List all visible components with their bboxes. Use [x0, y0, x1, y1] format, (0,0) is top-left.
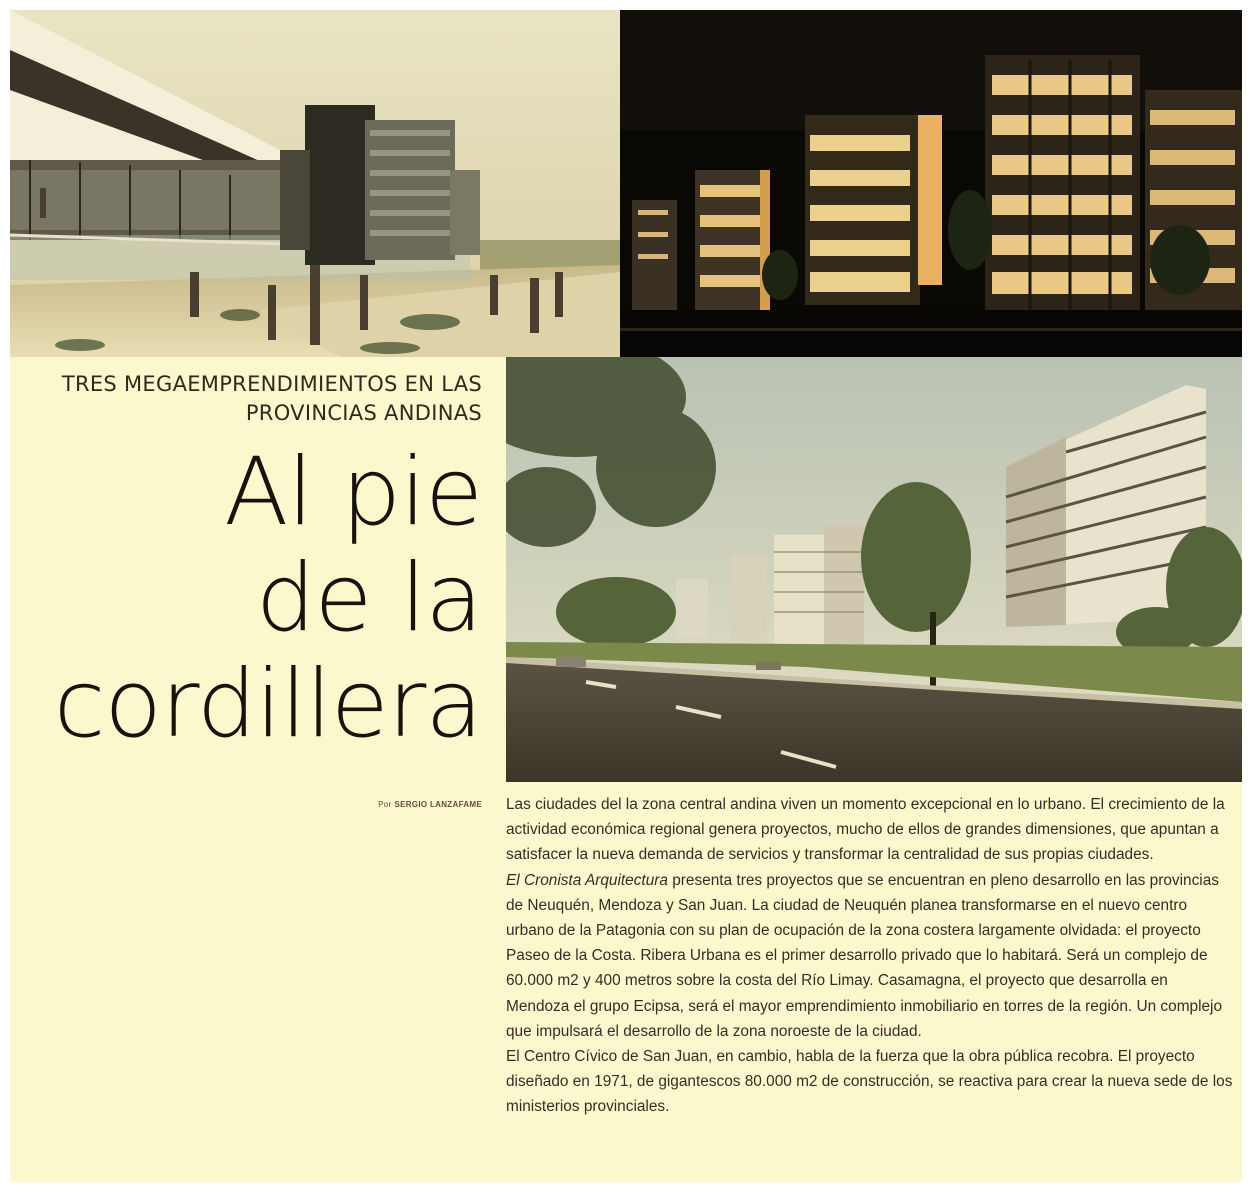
photo-civic-center-boulevard	[10, 10, 620, 357]
headline-line: Al pie	[224, 438, 482, 547]
newspaper-page	[10, 10, 1242, 1182]
photo-night-buildings	[620, 10, 1242, 357]
body-paragraph: El Centro Cívico de San Juan, en cambio, habla de la fuerza que la obra pública recobra. El proyecto diseñado en 1971, de gigantescos 80.000 m2 de construcción, se reactiva para crear la nueva sede de los ministerios provinciales.	[506, 1048, 1233, 1116]
article-kicker	[10, 370, 482, 428]
article-headline	[10, 440, 482, 758]
kicker-line: PROVINCIAS ANDINAS	[245, 401, 482, 425]
byline-author: SERGIO LANZAFAME	[394, 800, 482, 809]
body-paragraph	[506, 868, 1234, 1044]
body-paragraph: Las ciudades del la zona central andina viven un momento excepcional en lo urbano. El crecimiento de la actividad económica regional genera proyectos, mucho de ellos de grandes dimensiones, que apuntan a satisfacer la nueva demanda de servicios y transformar la centralidad de sus propias ciudades.	[506, 796, 1225, 864]
headline-line: cordillera	[53, 650, 482, 759]
byline-prefix: Por	[378, 800, 392, 809]
article-body	[506, 792, 1234, 1120]
publication-name: El Cronista Arquitectura	[506, 871, 668, 889]
kicker-line: TRES MEGAEMPRENDIMIENTOS EN LAS	[61, 372, 482, 396]
byline	[310, 800, 482, 809]
body-paragraph-text: presenta tres proyectos que se encuentran en pleno desarrollo en las provincias de Neuquén, Mendoza y San Juan. La ciudad de Neuquén planea transformarse en el nuevo centro urbano de la Patagonia con su plan de ocupación de la zona costera largamente olvidada: el proyecto Paseo de la Costa. Ribera Urbana es el primer desarrollo privado que lo habitará. Será un complejo de 60.000 m2 y 400 metros sobre la costa del Río Limay. Casamagna, el proyecto que desarrolla en Mendoza el grupo Ecipsa, será el mayor emprendimiento inmobiliario en torres de la región. Un complejo que impulsará el desarrollo de la zona noroeste de la ciudad.	[506, 871, 1223, 1040]
photo-residential-towers	[506, 357, 1242, 782]
headline-line: de la	[255, 544, 482, 653]
